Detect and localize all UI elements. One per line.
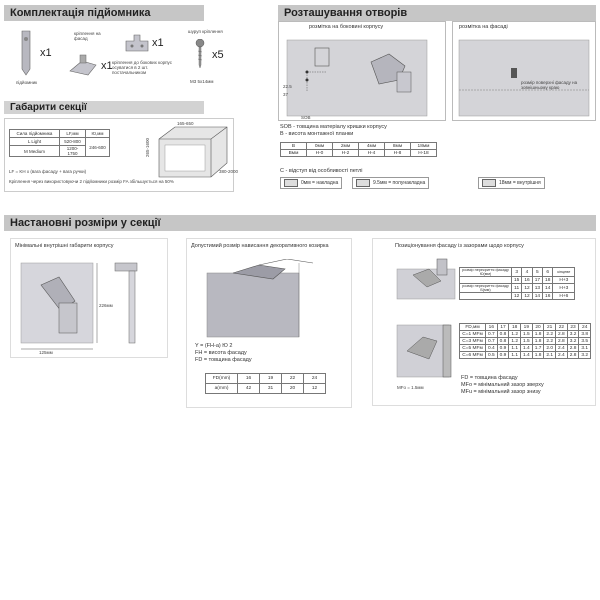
mount-type-2-label: 18мм = внутрішня: [499, 180, 541, 186]
lifter-count: x1: [40, 47, 52, 59]
min-dims-drawing: [15, 255, 165, 355]
fd-th-2: 19: [260, 374, 282, 384]
gap-r1-3: 1.2: [509, 338, 521, 345]
pos-r0-5: H+3: [553, 277, 575, 284]
gap-r3-4: 1.4: [521, 352, 533, 359]
fd-note: FD = товщина фасаду: [461, 375, 518, 381]
gap-r1-1: 0.7: [486, 338, 498, 345]
gap-r3-1: 0.5: [486, 352, 498, 359]
gap-th-7: 22: [556, 324, 568, 331]
screw-count: x5: [212, 49, 224, 61]
dims-table: [9, 129, 110, 157]
gap-r1-2: 0.8: [497, 338, 509, 345]
b-td-2: H-2: [333, 150, 359, 157]
legend-b: B - висота монтажної планки: [280, 131, 354, 137]
mount-type-2-swatch: [482, 179, 496, 187]
panel1-title: Мінімальні внутрішні габарити корпусу: [15, 243, 114, 249]
gap-table: [459, 323, 591, 359]
fd-label: FD = товщина фасаду: [195, 357, 252, 363]
gap-r0-1: 0.7: [486, 331, 498, 338]
dims-r0-2: 246-600: [86, 138, 110, 157]
gap-r3-7: 2.4: [556, 352, 568, 359]
mf-label: MFо = 1.5мм: [397, 385, 424, 390]
gap-r0-4: 1.5: [521, 331, 533, 338]
legend-c: C - відступ від особливості петлі: [280, 168, 363, 174]
gap-r0-3: 1.2: [509, 331, 521, 338]
fd-a-table: [205, 373, 326, 394]
box-dim-depth: 380-2000: [219, 169, 239, 174]
holes-section-header: Розташування отворів: [278, 5, 596, 21]
b-table: [280, 142, 437, 157]
facade-mount-caption: кріплення на фасад: [74, 31, 101, 42]
side-title: розмітка на боковині корпусу: [309, 24, 384, 30]
gap-r2-2: 0.9: [497, 345, 509, 352]
body-mount-caption: кріплення до бокових корпус осуватися в 2 шт. постачальником: [112, 60, 172, 76]
pos-r2-1: 12: [512, 293, 522, 300]
gap-th-0: FD,мм: [460, 324, 486, 331]
dims-note-2: Кріплення через використовуючи 2 підйомники розмір FA збільшується на 50%: [9, 179, 174, 184]
gap-r0-5: 1.8: [532, 331, 544, 338]
pos-r2-4: 16: [543, 293, 553, 300]
panel1-dim-width: 125мм: [39, 350, 53, 355]
pos-r1-4: 14: [543, 284, 553, 293]
pos-th-5: кінцеве: [553, 268, 575, 277]
gap-r2-7: 2.4: [556, 345, 568, 352]
b-td-5: H-18: [411, 150, 437, 157]
gap-th-4: 19: [521, 324, 533, 331]
a-td-2: 31: [260, 384, 282, 394]
pos-r1-5: H+3: [553, 284, 575, 293]
pos-r2-2: 12: [522, 293, 532, 300]
dims-r0-0: L Light: [10, 138, 60, 146]
pos-th-4: 6: [543, 268, 553, 277]
gap-th-6: 21: [544, 324, 556, 331]
b-td-1: H-0: [307, 150, 333, 157]
b-td-0: Вмм: [281, 150, 307, 157]
settings-panel-overhang: [186, 238, 352, 408]
gap-r1-8: 3.2: [567, 338, 579, 345]
gap-r2-8: 2.8: [567, 345, 579, 352]
gap-r0-0: C=1 MFм: [460, 331, 486, 338]
side-drawing: [279, 32, 445, 120]
gap-th-3: 18: [509, 324, 521, 331]
facade-mount-count: x1: [101, 60, 113, 72]
dims-r1-0: M Medium: [10, 146, 60, 157]
gap-r1-7: 2.8: [556, 338, 568, 345]
b-th-4: 8мм: [385, 143, 411, 150]
box-dim-width: 165-650: [177, 121, 194, 126]
a-td-3: 20: [282, 384, 304, 394]
fh-label: FH = висота фасаду: [195, 350, 247, 356]
gap-r3-2: 0.9: [497, 352, 509, 359]
facade-title: розмітка на фасаді: [459, 24, 508, 30]
pos-r0-4: 18: [543, 277, 553, 284]
mount-type-0: [280, 177, 342, 189]
overhang-drawing: [203, 259, 323, 339]
lifter-caption: підйомник: [16, 80, 38, 85]
fd-th-1: 16: [238, 374, 260, 384]
gap-r0-7: 2.8: [556, 331, 568, 338]
pos-th-1: 3: [512, 268, 522, 277]
gap-r3-3: 1.1: [509, 352, 521, 359]
gap-r3-5: 1.8: [532, 352, 544, 359]
gap-r1-9: 3.5: [579, 338, 591, 345]
settings-panel-position: [372, 238, 596, 406]
gap-r1-0: C=3 MFм: [460, 338, 486, 345]
dims-note-1: LF = KH x (вага фасаду + вага ручки): [9, 169, 87, 174]
mount-type-1-swatch: [356, 179, 370, 187]
gap-r3-9: 3.2: [579, 352, 591, 359]
facade-mount-image: [68, 51, 98, 77]
pos-r1-0: розмір перекриття фасаду Б(мм): [460, 284, 512, 293]
facade-note: розмір поверхні фасаду на зовнішньому краю: [521, 80, 578, 91]
facade-drawing: [453, 34, 595, 120]
gap-r0-6: 2.2: [544, 331, 556, 338]
dims-th-2: Ю,мм: [86, 130, 110, 138]
b-th-0: B: [281, 143, 307, 150]
holes-side-panel: [278, 21, 446, 121]
mfu-note: MFu = мінімальний зазор знизу: [461, 389, 541, 395]
side-dim-sob: SOB: [301, 115, 311, 120]
screw-caption-top: шуруп кріплення: [188, 29, 223, 34]
b-td-4: H-8: [385, 150, 411, 157]
b-th-3: 4мм: [359, 143, 385, 150]
gap-r1-5: 1.8: [532, 338, 544, 345]
panel3-title: Позиціонування фасаду із зазорами щодо корпусу: [395, 243, 524, 249]
gap-r2-0: C=5 MFм: [460, 345, 486, 352]
mount-type-2: [478, 177, 545, 189]
pos-r0-3: 17: [532, 277, 542, 284]
pos-r1-2: 12: [522, 284, 532, 293]
fd-th-4: 24: [304, 374, 326, 384]
position-table: [459, 267, 575, 300]
kit-section-header: Комплектація підйомника: [4, 5, 204, 21]
a-td-0: a(mm): [206, 384, 238, 394]
dims-r0-1: 520-800: [60, 138, 86, 146]
mount-type-1-label: 9.5мм = полунакладна: [373, 180, 426, 186]
pos-th-3: 5: [532, 268, 542, 277]
a-td-1: 42: [238, 384, 260, 394]
mfo-note: MFo = мінімальний зазор зверху: [461, 382, 544, 388]
screw-image: [194, 39, 206, 69]
gap-r2-6: 2.0: [544, 345, 556, 352]
lifter-image: [16, 29, 36, 77]
mount-type-0-swatch: [284, 179, 298, 187]
body-mount-image: [122, 33, 152, 57]
pos-r0-1: 15: [512, 277, 522, 284]
panel1-dim-height: 226мм: [99, 303, 113, 308]
gap-th-1: 16: [486, 324, 498, 331]
gap-th-5: 20: [532, 324, 544, 331]
gap-r1-6: 2.2: [544, 338, 556, 345]
fd-th-3: 22: [282, 374, 304, 384]
body-mount-count: x1: [152, 37, 164, 49]
b-th-2: 2мм: [333, 143, 359, 150]
gap-r0-2: 0.8: [497, 331, 509, 338]
kit-panel: [4, 21, 236, 97]
mount-type-0-label: 0мм = накладна: [301, 180, 339, 186]
gap-r3-0: C=6 MFм: [460, 352, 486, 359]
dims-r1-1: 1200-1750: [60, 146, 86, 157]
side-dim-1: 22.5: [283, 84, 292, 89]
gap-r1-4: 1.5: [521, 338, 533, 345]
pos-r2-0: [460, 293, 512, 300]
b-th-5: 18мм: [411, 143, 437, 150]
gap-r3-8: 2.8: [567, 352, 579, 359]
pos-r0-2: 16: [522, 277, 532, 284]
dims-section-header: Габарити секції: [4, 101, 204, 114]
dims-panel: [4, 118, 239, 192]
gap-th-2: 17: [497, 324, 509, 331]
box-dim-height: 265-1600: [145, 137, 150, 157]
dims-th-1: LF,мм: [60, 130, 86, 138]
screw-caption-bottom: M3 5х14мм: [190, 79, 214, 84]
holes-facade-panel: [452, 21, 596, 121]
gap-th-9: 24: [579, 324, 591, 331]
settings-panel-min: [10, 238, 168, 358]
pos-r1-3: 13: [532, 284, 542, 293]
mount-type-1: [352, 177, 429, 189]
b-td-3: H-4: [359, 150, 385, 157]
gap-r2-5: 1.7: [532, 345, 544, 352]
pos-r2-5: H+6: [553, 293, 575, 300]
gap-r2-3: 1.1: [509, 345, 521, 352]
formula: Y = (FH-a) Ю 2: [195, 343, 233, 349]
position-drawing-bottom: [393, 321, 457, 383]
settings-section-header: Настановні розміри у секції: [4, 215, 596, 231]
gap-r2-4: 1.4: [521, 345, 533, 352]
fd-th-0: FD(mm): [206, 374, 238, 384]
pos-th-2: 4: [522, 268, 532, 277]
gap-r0-8: 3.2: [567, 331, 579, 338]
position-drawing-top: [393, 255, 459, 305]
panel2-title: Допустимий розмір нависання декоративного козирка: [191, 243, 329, 249]
gap-r2-1: 0.4: [486, 345, 498, 352]
pos-r2-3: 14: [532, 293, 542, 300]
gap-r0-9: 3.8: [579, 331, 591, 338]
pos-r0-0: [460, 277, 512, 284]
side-dim-2: 37: [283, 92, 289, 97]
pos-r1-1: 11: [512, 284, 522, 293]
gap-r3-6: 2.1: [544, 352, 556, 359]
legend-sob: SOB - товщина матеріалу кришки корпусу: [280, 124, 387, 130]
pos-th-0: розмір перекриття фасаду Ю(мм): [460, 268, 512, 277]
a-td-4: 12: [304, 384, 326, 394]
gap-th-8: 23: [567, 324, 579, 331]
dims-th-0: Сила підйомника: [10, 130, 60, 138]
b-th-1: 0мм: [307, 143, 333, 150]
gap-r2-9: 3.1: [579, 345, 591, 352]
